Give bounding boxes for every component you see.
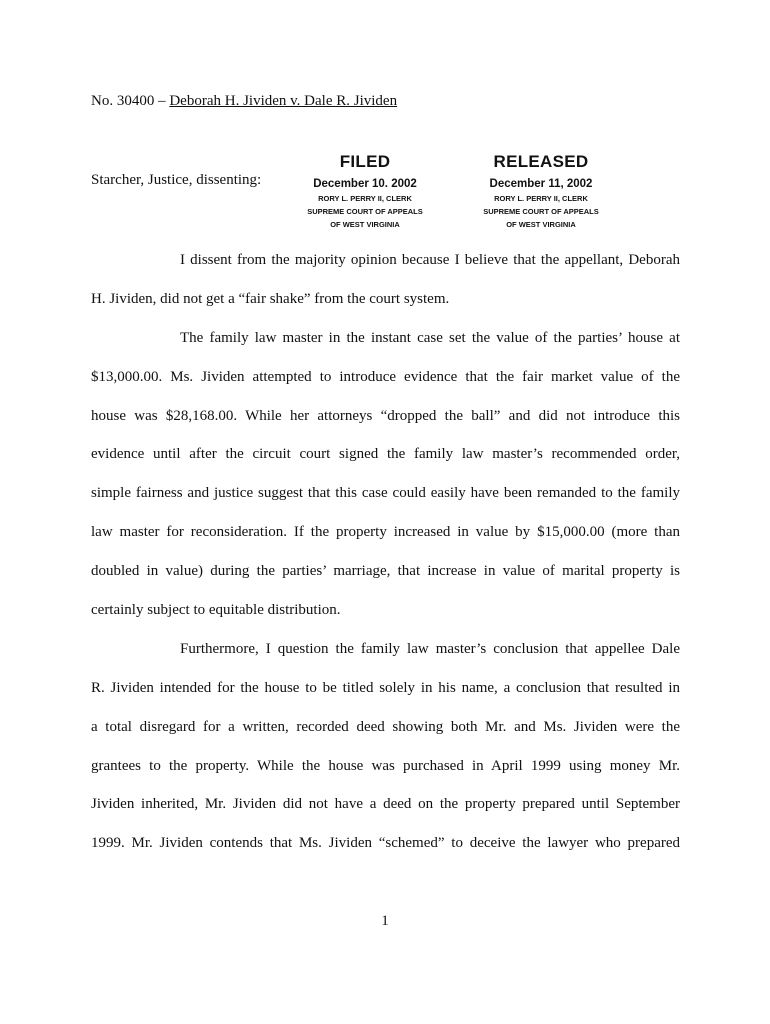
body-line: house was $28,168.00. While her attorneys “dropped the ball” and did not introduce this xyxy=(91,407,680,424)
body-line: I dissent from the majority opinion because I believe that the appellant, Deborah xyxy=(180,252,680,268)
released-date: December 11, 2002 xyxy=(489,178,593,190)
filed-clerk: RORY L. PERRY II, CLERK xyxy=(318,194,412,203)
case-number: No. 30400 – xyxy=(91,93,166,109)
body-line: The family law master in the instant case set the value of the parties’ house at xyxy=(180,329,680,346)
filed-stamp xyxy=(270,151,460,231)
body-line: doubled in value) during the parties’ marriage, that increase in value of marital property is xyxy=(91,563,680,580)
body-line: grantees to the property. While the house was purchased in April 1999 using money Mr. xyxy=(91,757,680,774)
released-clerk: RORY L. PERRY II, CLERK xyxy=(494,194,588,203)
released-stamp xyxy=(446,151,636,231)
body-line: Furthermore, I question the family law master’s conclusion that appellee Dale xyxy=(180,640,680,657)
filed-heading: FILED xyxy=(339,152,391,171)
body-line: Jividen inherited, Mr. Jividen did not have a deed on the property prepared until September xyxy=(91,796,680,813)
body-line: 1999. Mr. Jividen contends that Ms. Jividen “schemed” to deceive the lawyer who prepared xyxy=(91,835,680,852)
filed-date: December 10. 2002 xyxy=(313,178,417,190)
body-line: evidence until after the circuit court signed the family law master’s recommended order, xyxy=(91,446,680,463)
filed-court-line2: OF WEST VIRGINIA xyxy=(330,220,400,229)
body-line: H. Jividen, did not get a “fair shake” from the court system. xyxy=(91,290,450,307)
body-line: a total disregard for a written, recorded deed showing both Mr. and Ms. Jividen were the xyxy=(91,718,680,735)
opinion-body xyxy=(91,245,680,867)
body-line: R. Jividen intended for the house to be titled solely in his name, a conclusion that resulted in xyxy=(91,679,680,696)
body-line: $13,000.00. Ms. Jividen attempted to introduce evidence that the fair market value of the xyxy=(91,368,680,385)
page-number: 1 xyxy=(381,913,389,929)
case-caption xyxy=(91,93,397,110)
author-line: Starcher, Justice, dissenting: xyxy=(91,172,262,188)
body-line: certainly subject to equitable distribution. xyxy=(91,602,341,619)
case-title: Deborah H. Jividen v. Dale R. Jividen xyxy=(169,93,398,109)
body-line: simple fairness and justice suggest that this case could easily have been remanded to the family xyxy=(91,485,680,502)
filed-court-line1: SUPREME COURT OF APPEALS xyxy=(307,207,423,216)
released-court-line2: OF WEST VIRGINIA xyxy=(506,220,576,229)
released-heading: RELEASED xyxy=(493,152,589,171)
released-court-line1: SUPREME COURT OF APPEALS xyxy=(483,207,599,216)
body-line: law master for reconsideration. If the property increased in value by $15,000.00 (more than xyxy=(91,524,680,541)
